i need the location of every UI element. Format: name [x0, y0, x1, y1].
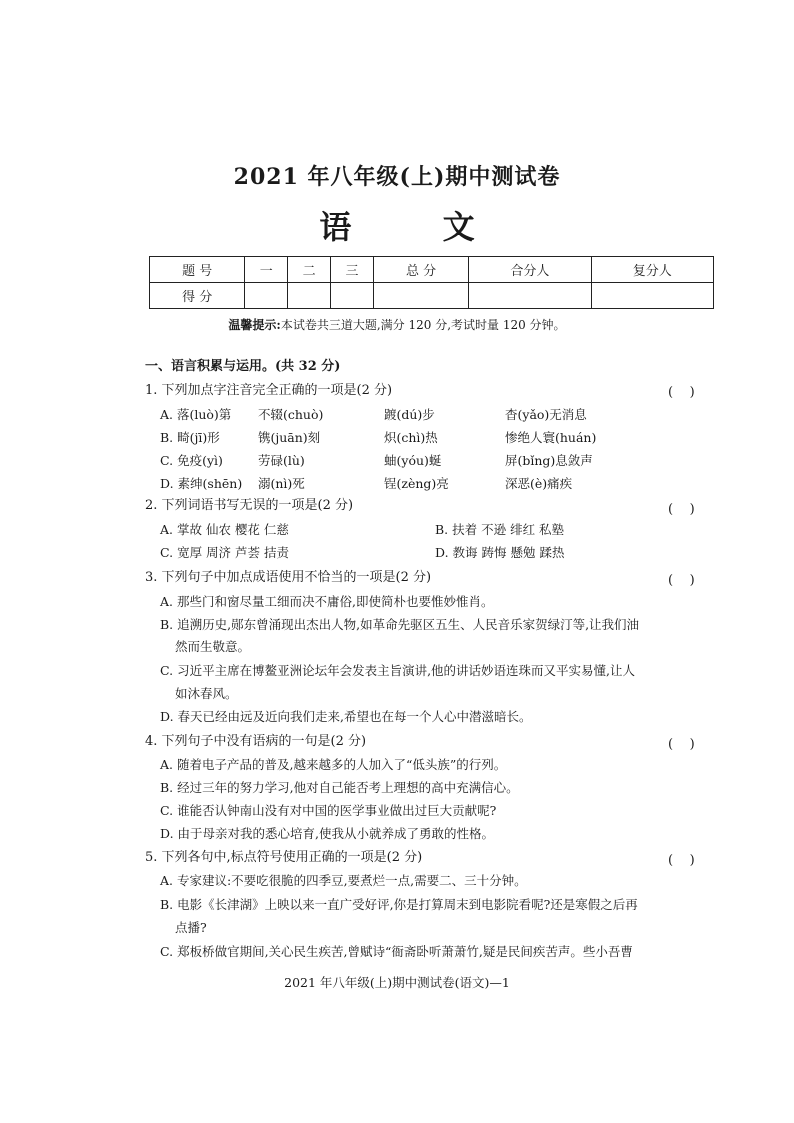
- q1-option-cell: 蚰(yóu)蜒: [384, 453, 442, 468]
- q4-option-b: B. 经过三年的努力学习,他对自己能否考上理想的高中充满信心。: [160, 780, 519, 795]
- score-cell: 二: [288, 257, 331, 283]
- question-1-stem: 1. 下列加点字注音完全正确的一项是(2 分): [145, 383, 393, 398]
- q1-option-cell: 踱(dú)步: [384, 407, 435, 422]
- question-2-stem: 2. 下列词语书写无误的一项是(2 分): [145, 498, 354, 513]
- score-table-header-row: [150, 257, 714, 283]
- score-cell: 复分人: [591, 257, 713, 283]
- answer-blank: ( ): [668, 385, 695, 400]
- answer-blank: ( ): [668, 853, 695, 868]
- q1-option-cell: 惨绝人寰(huán): [505, 430, 597, 445]
- q1-option-cell: 镌(juān)刻: [258, 430, 321, 445]
- q1-option-cell: 劳碌(lù): [258, 453, 305, 468]
- q1-option-cell: C. 免疫(yì): [160, 453, 223, 468]
- question-4-stem: 4. 下列句子中没有语病的一句是(2 分): [145, 734, 367, 749]
- q5-option-b: B. 电影《长津湖》上映以来一直广受好评,你是打算周末到电影院看呢?还是寒假之后再: [160, 897, 638, 912]
- q1-option-cell: D. 素绅(shēn): [160, 476, 243, 491]
- score-table: [149, 256, 714, 309]
- q3-option-d: D. 春天已经由远及近向我们走来,希望也在每一个人心中潜滋暗长。: [160, 709, 532, 724]
- q1-option-cell: 杳(yǎo)无消息: [505, 407, 587, 422]
- q1-option-cell: 不辍(chuò): [258, 407, 324, 422]
- q1-option-cell: 溺(nì)死: [258, 476, 305, 491]
- notice-label: 温馨提示:: [228, 318, 281, 332]
- score-cell: [245, 283, 288, 309]
- notice-text: 本试卷共三道大题,满分 120 分,考试时量 120 分钟。: [280, 318, 566, 332]
- q1-option-cell: 锃(zèng)亮: [384, 476, 449, 491]
- question-3-stem: 3. 下列句子中加点成语使用不恰当的一项是(2 分): [145, 570, 432, 585]
- q4-option-a: A. 随着电子产品的普及,越来越多的人加入了“低头族”的行列。: [160, 757, 507, 772]
- score-cell: 得 分: [150, 283, 245, 309]
- question-5-stem: 5. 下列各句中,标点符号使用正确的一项是(2 分): [145, 850, 423, 865]
- q5-option-a: A. 专家建议:不要吃很脆的四季豆,要煮烂一点,需要二、三十分钟。: [160, 873, 527, 888]
- answer-blank: ( ): [668, 737, 695, 752]
- score-cell: 三: [331, 257, 374, 283]
- q2-option-a: A. 掌故 仙农 樱花 仁慈: [160, 522, 289, 537]
- q1-option-cell: A. 落(luò)第: [160, 407, 232, 422]
- q2-option-b: B. 扶着 不逊 绯红 私塾: [435, 522, 565, 537]
- score-table-score-row: [150, 283, 714, 309]
- q5-option-c: C. 郑板桥做官期间,关心民生疾苦,曾赋诗“衙斋卧听萧萧竹,疑是民间疾苦声。些小吾曹: [160, 944, 633, 959]
- q1-option-cell: 炽(chì)热: [384, 430, 438, 445]
- q1-option-cell: B. 畸(jī)形: [160, 430, 220, 445]
- q5-option-b-cont: 点播?: [175, 920, 207, 935]
- q4-option-d: D. 由于母亲对我的悉心培育,使我从小就养成了勇敢的性格。: [160, 826, 494, 841]
- score-cell: [591, 283, 713, 309]
- q1-option-cell: 深恶(è)痛疾: [505, 476, 573, 491]
- page-footer: 2021 年八年级(上)期中测试卷(语文)—1: [284, 975, 510, 990]
- q3-option-a: A. 那些门和窗尽量工细而决不庸俗,即使简朴也要惟妙惟肖。: [160, 594, 494, 609]
- q3-option-c-cont: 如沐春风。: [175, 686, 238, 701]
- score-cell: 总 分: [373, 257, 468, 283]
- score-cell: [331, 283, 374, 309]
- q4-option-c: C. 谁能否认钟南山没有对中国的医学事业做出过巨大贡献呢?: [160, 803, 497, 818]
- q3-option-c: C. 习近平主席在博鳌亚洲论坛年会发表主旨演讲,他的讲话妙语连珠而又平实易懂,让人: [160, 663, 636, 678]
- score-cell: [373, 283, 468, 309]
- q1-option-cell: 屏(bǐng)息敛声: [505, 453, 593, 468]
- q3-option-b-cont: 然而生敬意。: [175, 639, 251, 654]
- exam-title: 2021 年八年级(上)期中测试卷: [233, 164, 561, 190]
- answer-blank: ( ): [668, 502, 695, 517]
- answer-blank: ( ): [668, 573, 695, 588]
- score-cell: [288, 283, 331, 309]
- score-cell: 题 号: [150, 257, 245, 283]
- score-cell: 一: [245, 257, 288, 283]
- subject-title: 语 文: [319, 208, 515, 246]
- exam-notice: [0, 316, 794, 333]
- score-cell: [469, 283, 591, 309]
- score-cell: 合分人: [469, 257, 591, 283]
- q2-option-c: C. 宽厚 周济 芦荟 拮责: [160, 545, 289, 560]
- q2-option-d: D. 教诲 踌悔 懸勉 蹂热: [435, 545, 565, 560]
- q3-option-b: B. 追溯历史,郧东曾涌现出杰出人物,如革命先驱区五生、人民音乐家贺绿汀等,让我们油: [160, 617, 640, 632]
- section-heading: 一、语言积累与运用。(共 32 分): [145, 359, 341, 374]
